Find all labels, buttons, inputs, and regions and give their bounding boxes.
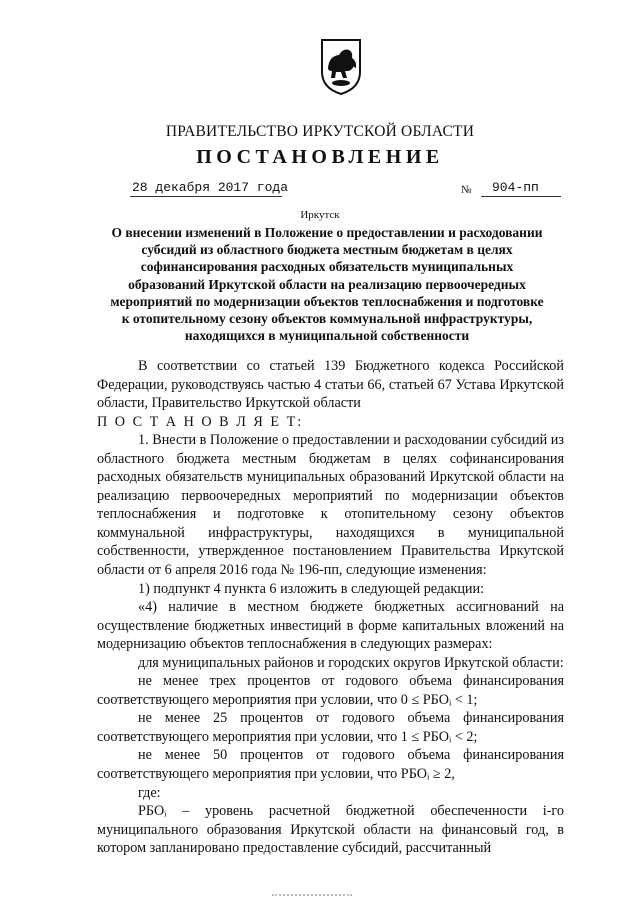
heading-line: субсидий из областного бюджета местным бюджетам в целях (141, 242, 513, 258)
document-date: 28 декабря 2017 года (132, 180, 289, 195)
heading-line: софинансирования расходных обязательств муниципальных (140, 259, 514, 275)
document-type: ПОСТАНОВЛЕНИЕ (196, 146, 444, 168)
condition-paragraph: не менее трех процентов от годового объема финансирования соответствующего мероприятия при условии, что 0 ≤ РБОᵢ < 1; (97, 673, 564, 708)
document-body (97, 357, 564, 858)
heading-line: к отопительному сезону объектов коммунальной инфраструктуры, (121, 311, 533, 327)
preamble-paragraph: В соответствии со статьей 139 Бюджетного кодекса Российской Федерации, руководствуясь частью 4 статьи 66, статьей 67 Устава Иркутской области, Правительство Иркутской области (97, 358, 564, 412)
heading-line: мероприятий по модернизации объектов теплоснабжения и подготовке (110, 293, 544, 309)
clause-paragraph: 1. Внести в Положение о предоставлении и расходовании субсидий из областного бюджета местным бюджетам в целях софинансирования расходных обязательств муниципальных образований Иркутской области на реализацию первоочередных мероприятий по модернизации объектов теплоснабжения и подготовке к отопительному сезону объектов коммунальной инфраструктуры, находящихся в муниципальной собственности, утвержденное постановлением Правительства Иркутской области от 6 апреля 2016 года № 196-пп, следующие изменения: (97, 432, 564, 579)
government-name: ПРАВИТЕЛЬСТВО ИРКУТСКОЙ ОБЛАСТИ (165, 123, 475, 140)
definition-paragraph: РБОᵢ – уровень расчетной бюджетной обеспеченности i-го муниципального образования Иркутской области на финансовый год, в котором запланировано предоставление субсидий, рассчитанный (97, 803, 564, 857)
date-underline (130, 196, 282, 197)
city-name: Иркутск (300, 209, 340, 221)
subclause-paragraph: 1) подпункт 4 пункта 6 изложить в следующей редакции: (138, 580, 485, 597)
number-sign: № (461, 184, 472, 196)
page-footer-mark (272, 894, 352, 902)
heading-line: образований Иркутской области на реализацию первоочередных (128, 276, 526, 292)
heading-line: находящихся в муниципальной собственности (184, 328, 470, 344)
coat-of-arms-icon (319, 38, 363, 96)
document-number: 904-пп (492, 180, 539, 195)
condition-paragraph: не менее 25 процентов от годового объема финансирования соответствующего мероприятия при условии, что 1 ≤ РБОᵢ < 2; (97, 710, 564, 745)
number-underline (481, 196, 561, 197)
document-heading (92, 224, 562, 344)
heading-line: О внесении изменений в Положение о предоставлении и расходовании (111, 225, 543, 240)
clause-paragraph: «4) наличие в местном бюджете бюджетных ассигнований на осуществление бюджетных инвестиций в форме капитальных вложений на модернизацию объектов теплоснабжения в следующих размерах: (97, 599, 564, 653)
condition-paragraph: не менее 50 процентов от годового объема финансирования соответствующего мероприятия при условии, что РБОᵢ ≥ 2, (97, 747, 564, 783)
where-label: где: (138, 784, 161, 801)
clause-paragraph: для муниципальных районов и городских округов Иркутской области: (138, 654, 564, 671)
resolves-word: П О С Т А Н О В Л Я Е Т: (97, 413, 304, 430)
